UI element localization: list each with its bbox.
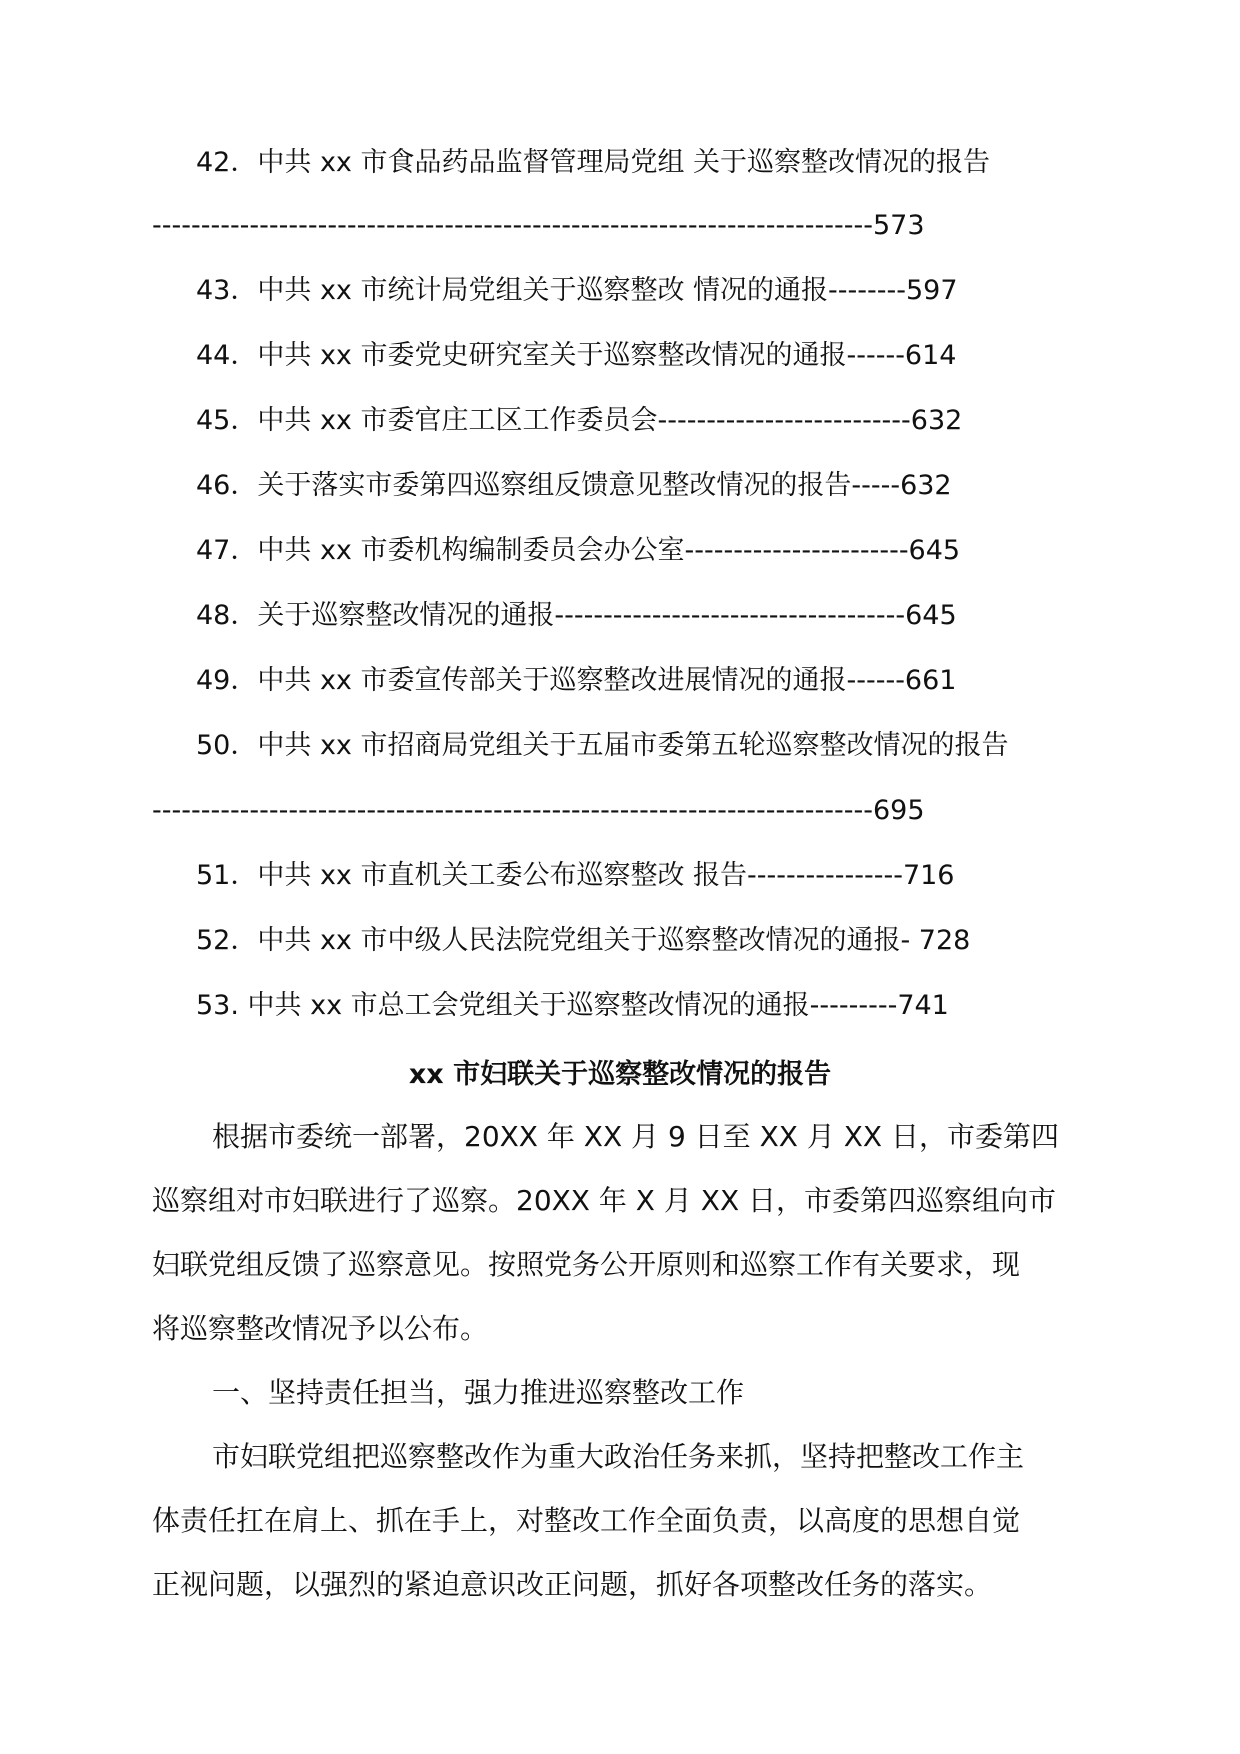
paragraph-2-line-1: 市妇联党组把巡察整改作为重大政治任务来抓，坚持把整改工作主	[212, 1440, 1025, 1473]
toc-entry-45: 45．中共 xx 市委官庄工区工作委员会--------------------------632	[196, 405, 963, 436]
toc-entry-48: 48．关于巡察整改情况的通报------------------------------------645	[196, 600, 957, 631]
toc-entry-53: 53. 中共 xx 市总工会党组关于巡察整改情况的通报---------741	[196, 990, 949, 1021]
toc-entry-49: 49．中共 xx 市委宣传部关于巡察整改进展情况的通报------661	[196, 665, 957, 696]
toc-entry-43: 43．中共 xx 市统计局党组关于巡察整改 情况的通报--------597	[196, 275, 958, 306]
paragraph-1-line-4: 将巡察整改情况予以公布。	[152, 1312, 489, 1345]
paragraph-2-line-3: 正视问题，以强烈的紧迫意识改正问题，抓好各项整改任务的落实。	[152, 1568, 993, 1601]
toc-entry-46: 46．关于落实市委第四巡察组反馈意见整改情况的报告-----632	[196, 470, 952, 501]
paragraph-1-line-1: 根据市委统一部署，20XX 年 XX 月 9 日至 XX 月 XX 日，市委第四	[212, 1120, 1060, 1153]
section-heading-1: 一、坚持责任担当，强力推进巡察整改工作	[212, 1376, 745, 1409]
toc-entry-50-line1: 50．中共 xx 市招商局党组关于五届市委第五轮巡察整改情况的报告	[196, 730, 1009, 761]
paragraph-1-line-3: 妇联党组反馈了巡察意见。按照党务公开原则和巡察工作有关要求，现	[152, 1248, 1021, 1281]
document-title: xx 市妇联关于巡察整改情况的报告	[408, 1059, 832, 1090]
paragraph-2-line-2: 体责任扛在肩上、抓在手上，对整改工作全面负责，以高度的思想自觉	[152, 1504, 1021, 1537]
toc-entry-42-line1: 42．中共 xx 市食品药品监督管理局党组 关于巡察整改情况的报告	[196, 147, 991, 178]
toc-entry-47: 47．中共 xx 市委机构编制委员会办公室-----------------------645	[196, 535, 961, 566]
toc-entry-52: 52．中共 xx 市中级人民法院党组关于巡察整改情况的通报- 728	[196, 925, 971, 956]
paragraph-1-line-2: 巡察组对市妇联进行了巡察。20XX 年 X 月 XX 日，市委第四巡察组向市	[152, 1184, 1057, 1217]
toc-entry-44: 44．中共 xx 市委党史研究室关于巡察整改情况的通报------614	[196, 340, 957, 371]
toc-entry-51: 51．中共 xx 市直机关工委公布巡察整改 报告----------------716	[196, 860, 955, 891]
toc-entry-42-line2: --------------------------------------------------------------------------573	[152, 210, 925, 241]
toc-entry-50-line2: --------------------------------------------------------------------------695	[152, 795, 925, 826]
